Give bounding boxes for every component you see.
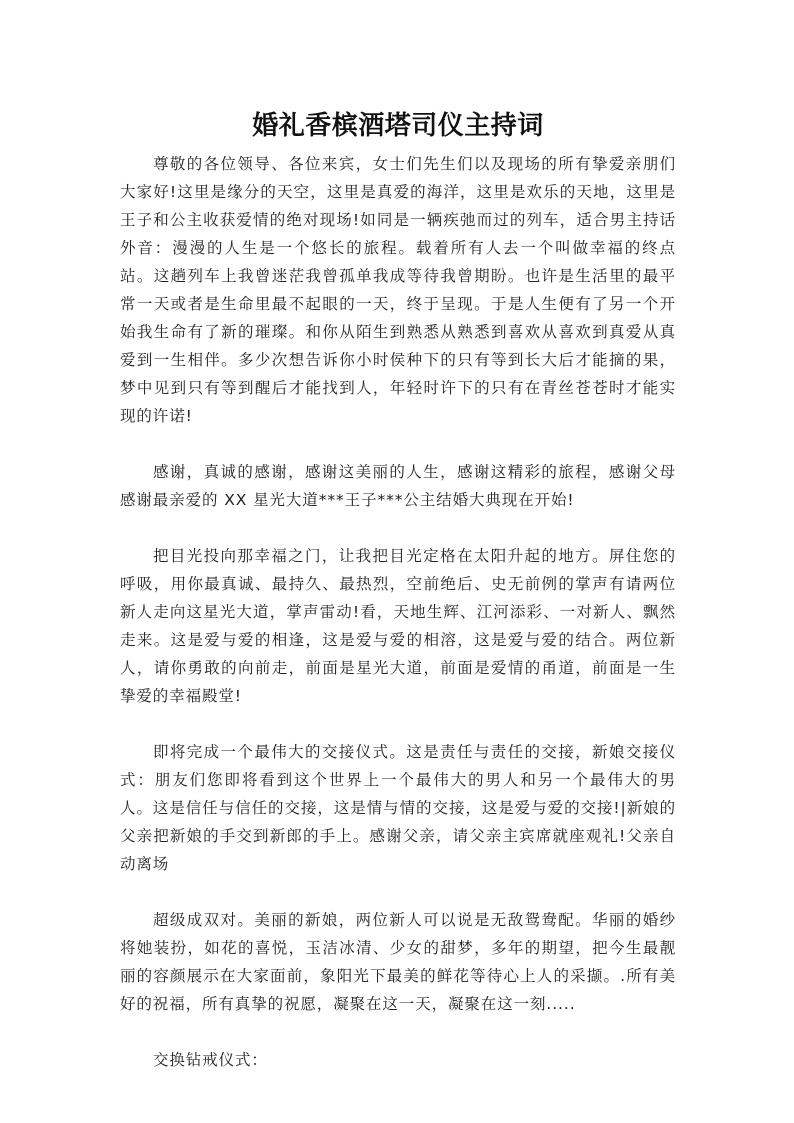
paragraph-bride: 超级成双对。美丽的新娘，两位新人可以说是无敌鸳鸯配。华丽的婚纱将她装扮，如花的喜悦，玉洁冰清、少女的甜梦，多年的期望，把今生最靓丽的容颜展示在大家面前，象阳光下最美的鲜花等待心上人的采撷。.所有美好的祝福，所有真挚的祝愿，凝聚在这一天，凝聚在这一刻..... [120, 911, 676, 1013]
paragraph-ring-exchange: 交换钻戒仪式： [153, 1051, 268, 1069]
document-title: 婚礼香槟酒塔司仪主持词 [252, 111, 544, 141]
paragraph-opening: 尊敬的各位领导、各位来宾，女士们先生们以及现场的所有挚爱亲朋们大家好!这里是缘分的天空，这里是真爱的海洋，这里是欢乐的天地，这里是王子和公主收获爱情的绝对现场!如同是一辆疾弛而过的列车，适合男主持话外音：漫漫的人生是一个悠长的旅程。载着所有人去一个叫做幸福的终点站。这趟列车上我曾迷茫我曾孤单我成等待我曾期盼。也许是生活里的最平常一天或者是生命里最不起眼的一天，终于呈现。于是人生便有了另一个开始我生命有了新的璀璨。和你从陌生到熟悉从熟悉到喜欢从喜欢到真爱从真爱到一生相伴。多少次想告诉你小时侯种下的只有等到长大后才能摘的果，梦中见到只有等到醒后才能找到人，年轻时许下的只有在青丝苍苍时才能实现的许诺! [120, 155, 676, 425]
paragraph-thanks: 感谢，真诚的感谢，感谢这美丽的人生，感谢这精彩的旅程，感谢父母感谢最亲爱的 XX 星光大道***王子***公主结婚大典现在开始! [120, 463, 676, 509]
paragraph-entrance: 把目光投向那幸福之门，让我把目光定格在太阳升起的地方。屏住您的呼吸，用你最真诚、最持久、最热烈，空前绝后、史无前例的掌声有请两位新人走向这星光大道，掌声雷动!看，天地生辉、江河添彩、一对新人、飘然走来。这是爱与爱的相逢，这是爱与爱的相溶，这是爱与爱的结合。两位新人，请你勇敢的向前走，前面是星光大道，前面是爱情的甬道，前面是一生挚爱的幸福殿堂! [120, 547, 676, 705]
paragraph-handover: 即将完成一个最伟大的交接仪式。这是责任与责任的交接，新娘交接仪式：朋友们您即将看到这个世界上一个最伟大的男人和另一个最伟大的男人。这是信任与信任的交接，这是情与情的交接，这是爱与爱的交接!|新娘的父亲把新娘的手交到新郎的手上。感谢父亲，请父亲主宾席就座观礼!父亲自动离场 [120, 743, 676, 873]
document-page [120, 106, 676, 1102]
